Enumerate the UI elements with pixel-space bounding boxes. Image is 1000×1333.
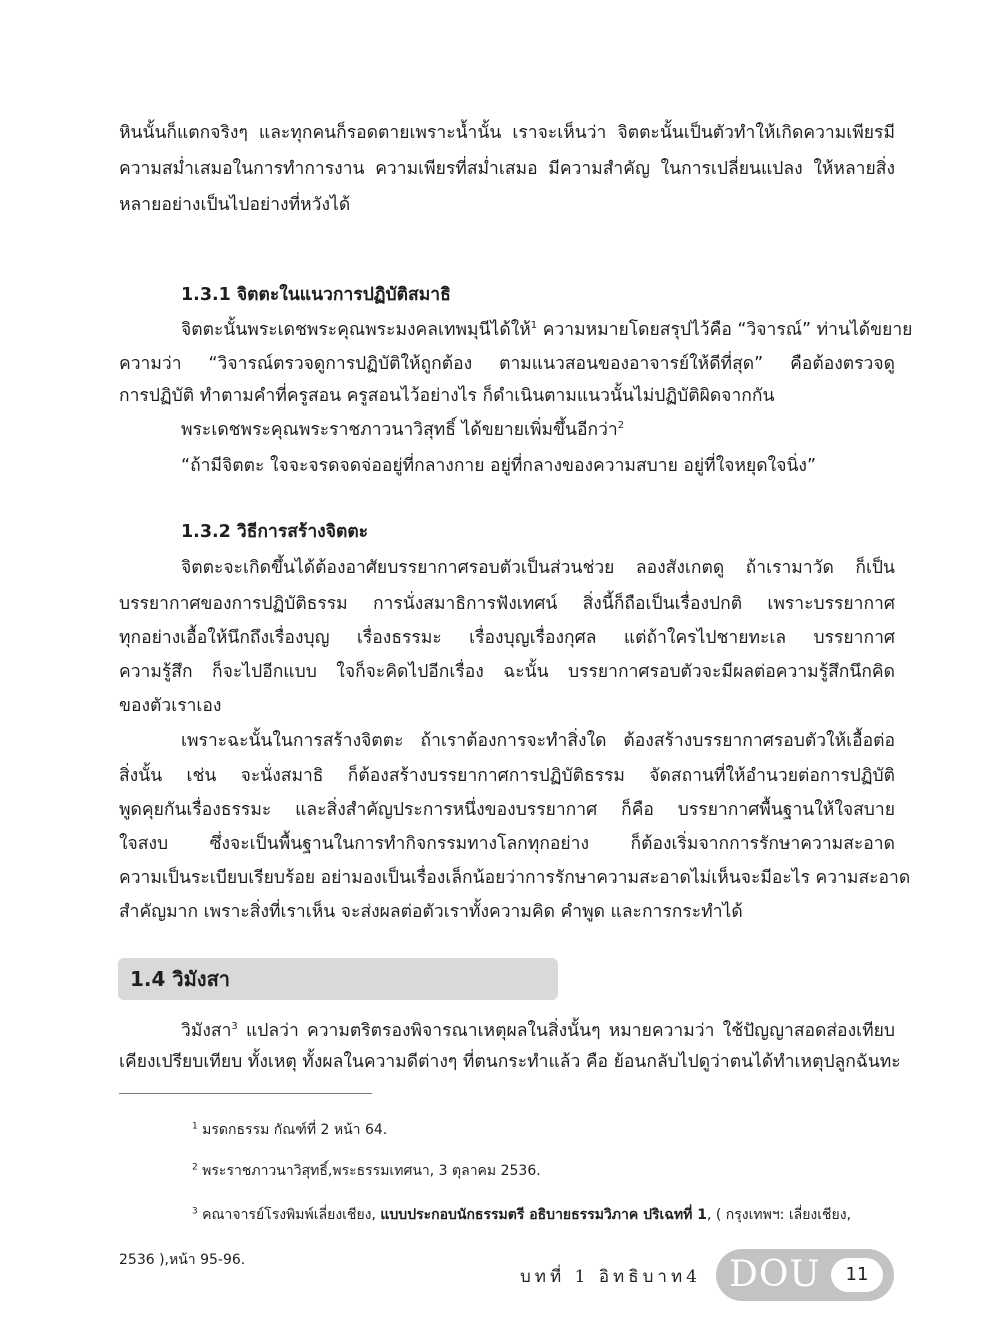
intro-line-3: หลายอย่างเป็นไปอย่างที่หวังได้ (119, 195, 351, 215)
s132-p1-line-1: จิตตะจะเกิดขึ้นได้ต้องอาศัยบรรยากาศรอบตัวเป็นส่วนช่วย ลองสังเกตดู ถ้าเรามาวัด ก็เป็น (181, 558, 895, 578)
footnote-1-number: 1 (192, 1121, 198, 1132)
footnote-3-number: 3 (192, 1206, 198, 1217)
running-head: บทที่ 1 อิทธิบาท4 (520, 1267, 701, 1287)
footnote-1-text: มรดกธรรม กัณฑ์ที่ 2 หน้า 64. (197, 1122, 388, 1138)
dou-logo: DOU (729, 1254, 821, 1295)
s131-line-4 (181, 418, 895, 442)
s132-p2-line-3: พูดคุยกันเรื่องธรรมะ และสิ่งสำคัญประการหนึ่งของบรรยากาศ ก็คือ บรรยากาศพื้นฐานให้ใจสบาย (119, 800, 895, 820)
footnote-1 (192, 1120, 387, 1140)
s14-line-1-text-a: วิมังสา (181, 1021, 232, 1041)
s14-line-2: เคียงเปรียบเทียบ ทั้งเหตุ ทั้งผลในความดีต่างๆ ที่ตนกระทำแล้ว คือ ย้อนกลับไปดูว่าตนได้ทำเหตุปลูกฉันทะ (119, 1052, 901, 1072)
footnote-3-continuation: 2536 ),หน้า 95-96. (119, 1252, 246, 1268)
footnote-2-text: พระราชภาวนาวิสุทธิ์,พระธรรมเทศนา, 3 ตุลาคม 2536. (197, 1163, 541, 1179)
s132-p2-line-4: ใจสงบ ซึ่งจะเป็นพื้นฐานในการทำกิจกรรมทางโลกทุกอย่าง ก็ต้องเริ่มจากการรักษาความสะอาด (119, 834, 895, 854)
heading-1-3-2: 1.3.2 วิธีการสร้างจิตตะ (181, 522, 369, 542)
footnote-divider (119, 1093, 372, 1094)
footnote-2 (192, 1161, 541, 1181)
s14-line-1-text-b: แปลว่า ความตริตรองพิจารณาเหตุผลในสิ่งนั้นๆ หมายความว่า ใช้ปัญญาสอดส่องเทียบ (237, 1021, 895, 1041)
s131-line-4-text: พระเดชพระคุณพระราชภาวนาวิสุทธิ์ ได้ขยายเพิ่มขึ้นอีกว่า (181, 420, 618, 440)
footnote-3 (192, 1205, 851, 1225)
footnote-3-text-b: , ( กรุงเทพฯ: เลี่ยงเชียง, (706, 1207, 852, 1223)
s131-line-2: ความว่า “วิจารณ์ตรวจดูการปฏิบัติให้ถูกต้อง ตามแนวสอนของอาจารย์ให้ดีที่สุด” คือต้องตรวจดู (119, 354, 895, 374)
heading-1-3-1: 1.3.1 จิตตะในแนวการปฏิบัติสมาธิ (181, 285, 451, 305)
s132-p1-line-3: ทุกอย่างเอื้อให้นึกถึงเรื่องบุญ เรื่องธรรมะ เรื่องบุญเรื่องกุศล แต่ถ้าใครไปชายทะเล บรรยากาศ (119, 628, 895, 648)
footnote-2-number: 2 (192, 1162, 198, 1173)
intro-line-1: หินนั้นก็แตกจริงๆ และทุกคนก็รอดตายเพราะน้ำนั้น เราจะเห็นว่า จิตตะนั้นเป็นตัวทำให้เกิดความเพียรมี (119, 123, 895, 143)
section-1-4-title: 1.4 วิมังสา (130, 967, 231, 991)
s132-p1-line-2: บรรยากาศของการปฏิบัติธรรม การนั่งสมาธิการฟังเทศน์ สิ่งนี้ก็ถือเป็นเรื่องปกติ เพราะบรรยากาศ (119, 594, 895, 614)
footnote-3-book-title: แบบประกอบนักธรรมตรี อธิบายธรรมวิภาค ปริเฉทที่ 1 (380, 1207, 707, 1223)
footnote-ref-1[interactable]: 1 (530, 320, 538, 332)
intro-line-2: ความสม่ำเสมอในการทำการงาน ความเพียรที่สม่ำเสมอ มีความสำคัญ ในการเปลี่ยนแปลง ให้หลายสิ่ง (119, 159, 895, 179)
s132-p2-line-6: สำคัญมาก เพราะสิ่งที่เราเห็น จะส่งผลต่อตัวเราทั้งความคิด คำพูด และการกระทำได้ (119, 902, 743, 922)
s14-line-1 (181, 1019, 895, 1043)
s131-line-3: การปฏิบัติ ทำตามคำที่ครูสอน ครูสอนไว้อย่างไร ก็ดำเนินตามแนวนั้นไม่ปฏิบัติผิดจากกัน (119, 386, 775, 406)
s131-line-1 (181, 318, 913, 342)
s132-p1-line-5: ของตัวเราเอง (119, 696, 222, 716)
footnote-ref-2[interactable]: 2 (617, 420, 625, 432)
s132-p1-line-4: ความรู้สึก ก็จะไปอีกแบบ ใจก็จะคิดไปอีกเรื่อง ฉะนั้น บรรยากาศรอบตัวจะมีผลต่อความรู้สึกนึกคิด (119, 662, 895, 682)
s132-p2-line-2: สิ่งนั้น เช่น จะนั่งสมาธิ ก็ต้องสร้างบรรยากาศการปฏิบัติธรรม จัดสถานที่ให้อำนวยต่อการปฏิบัติ (119, 766, 895, 786)
footnote-3-text-a: คณาจารย์โรงพิมพ์เลี่ยงเชียง, (197, 1207, 381, 1223)
s131-quote: “ถ้ามีจิตตะ ใจจะจรดจดจ่ออยู่ที่กลางกาย อยู่ที่กลางของความสบาย อยู่ที่ใจหยุดใจนิ่ง” (181, 456, 817, 476)
s131-line-1-text-b: ความหมายโดยสรุปไว้คือ “วิจารณ์” ท่านได้ขยาย (537, 320, 913, 340)
page-number: 11 (831, 1258, 883, 1292)
s132-p2-line-1: เพราะฉะนั้นในการสร้างจิตตะ ถ้าเราต้องการจะทำสิ่งใด ต้องสร้างบรรยากาศรอบตัวให้เอื้อต่อ (181, 731, 895, 751)
footnote-ref-3[interactable]: 3 (231, 1021, 238, 1033)
s132-p2-line-5: ความเป็นระเบียบเรียบร้อย อย่ามองเป็นเรื่องเล็กน้อยว่าการรักษาความสะอาดไม่เห็นจะมีอะไร ความสะอาด (119, 868, 911, 888)
s131-line-1-text-a: จิตตะนั้นพระเดชพระคุณพระมงคลเทพมุนีได้ให้ (181, 320, 531, 340)
